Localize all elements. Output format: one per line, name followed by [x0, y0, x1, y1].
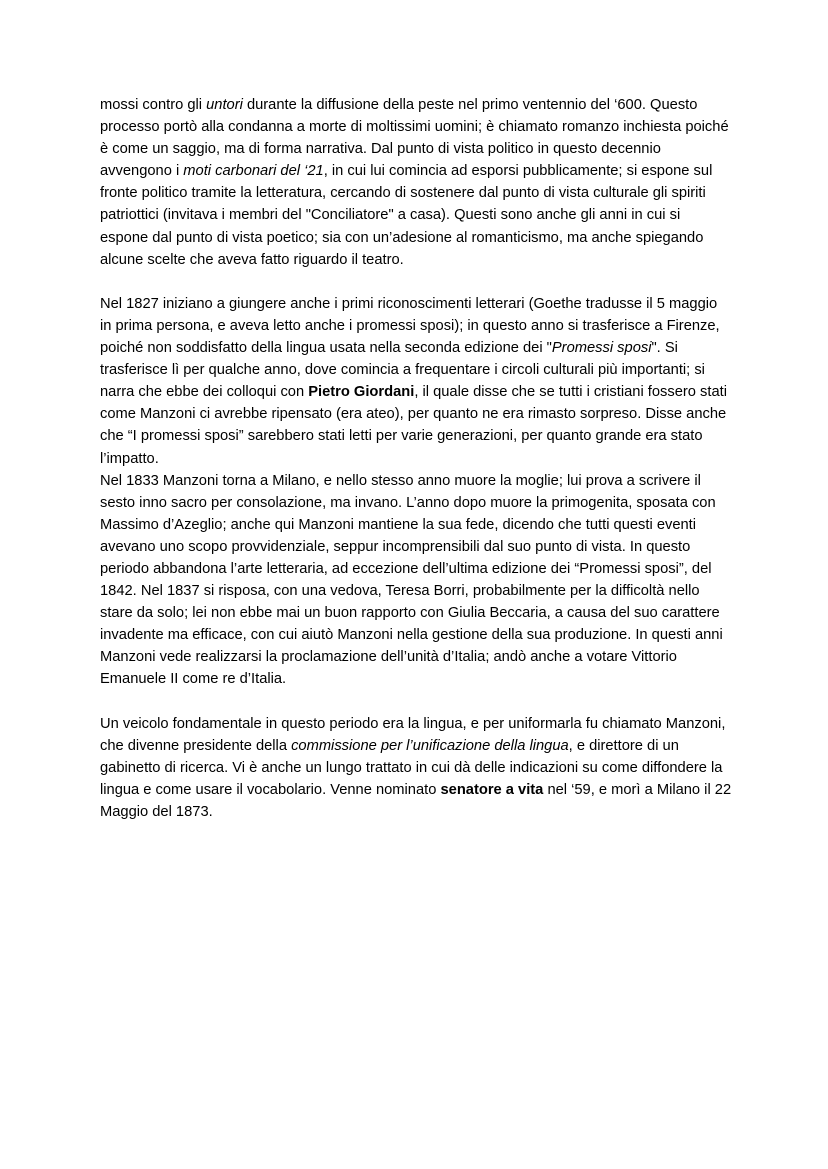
text-run: nel ‘59, e morì a Milano il 22 Maggio del 1873.: [100, 781, 732, 820]
text-run: , e direttore di un gabinetto di ricerca. Vi è anche un lungo trattato in cui dà delle indicazioni su come diffondere la lingua e come usare il vocabolario. Venne nominato: [100, 737, 723, 798]
text-run: commissione per l’unificazione della lingua: [291, 737, 569, 754]
text-run: senatore a vita: [440, 781, 544, 798]
text-run: Nel 1833 Manzoni torna a Milano, e nello stesso anno muore la moglie; lui prova a scrivere il sesto inno sacro per consolazione, ma invano. L’anno dopo muore la primogenita, sposata con Massimo d’Azeglio; anche qui Manzoni mantiene la sua fede, dicendo che tutti questi eventi avevano uno scopo provvidenziale, seppur incomprensibili dal suo punto di vista. In questo periodo abbandona l’arte letteraria, ad eccezione dell’ultima edizione dei “Promessi sposi”, del 1842. Nel 1837 si risposa, con una vedova, Teresa Borri, probabilmente per la difficoltà nello stare da solo; lei non ebbe mai un buon rapporto con Giulia Beccaria, a causa del suo carattere invadente ma efficace, con cui aiutò Manzoni nella gestione della sua produzione. In questi anni Manzoni vede realizzarsi la proclamazione dell’unità d’Italia; andò anche a votare Vittorio Emanuele II come re d’Italia.: [100, 472, 723, 688]
document-paragraph: [100, 293, 732, 470]
text-run: Un veicolo fondamentale in questo periodo era la lingua, e per uniformarla fu chiamato Manzoni, che divenne presidente della: [100, 715, 726, 754]
text-run: mossi contro gli: [100, 97, 207, 113]
text-run: , il quale disse che se tutti i cristiani fossero stati come Manzoni ci avrebbe ripensato (era ateo), per quanto ne era rimasto sorpreso. Disse anche che “I promessi sposi” sarebbero stati letti per varie generazioni, per quanto grande era stato l’impatto.: [100, 384, 727, 467]
text-run: Nel 1827 iniziano a giungere anche i primi riconoscimenti letterari (Goethe tradusse il 5 maggio in prima persona, e aveva letto anche i promessi sposi); in questo anno si trasferisce a Firenze, poiché non soddisfatto della lingua usata nella seconda edizione dei ": [100, 295, 720, 357]
text-run: durante la diffusione della peste nel primo ventennio del ‘600. Questo processo portò alla condanna a morte di moltissimi uomini; è chiamato romanzo inchiesta poiché è come un saggio, ma di forma narrativa. Dal punto di vista politico in questo decennio avvengono i: [100, 97, 729, 180]
document-paragraph: [100, 94, 732, 271]
text-run: , in cui lui comincia ad esporsi pubblicamente; si espone sul fronte politico tramite la letteratura, cercando di sostenere dal punto di vista culturale gli spiriti patriottici (invitava i membri del "Conciliatore" a casa). Questi sono anche gli anni in cui si espone dal punto di vista poetico; sia con un’adesione al romanticismo, ma anche spiegando alcune scelte che aveva fatto riguardo il teatro.: [100, 163, 713, 268]
document-body: [100, 94, 732, 823]
text-run: Promessi sposi: [551, 340, 652, 357]
text-run: ". Si trasferisce lì per qualche anno, dove comincia a frequentare i circoli culturali più importanti; si narra che ebbe dei colloqui con: [100, 340, 705, 401]
document-paragraph: [100, 713, 732, 823]
text-run: moti carbonari del ‘21: [183, 163, 324, 180]
text-run: untori: [206, 97, 243, 113]
text-run: Pietro Giordani: [308, 384, 415, 401]
document-paragraph: [100, 470, 732, 691]
